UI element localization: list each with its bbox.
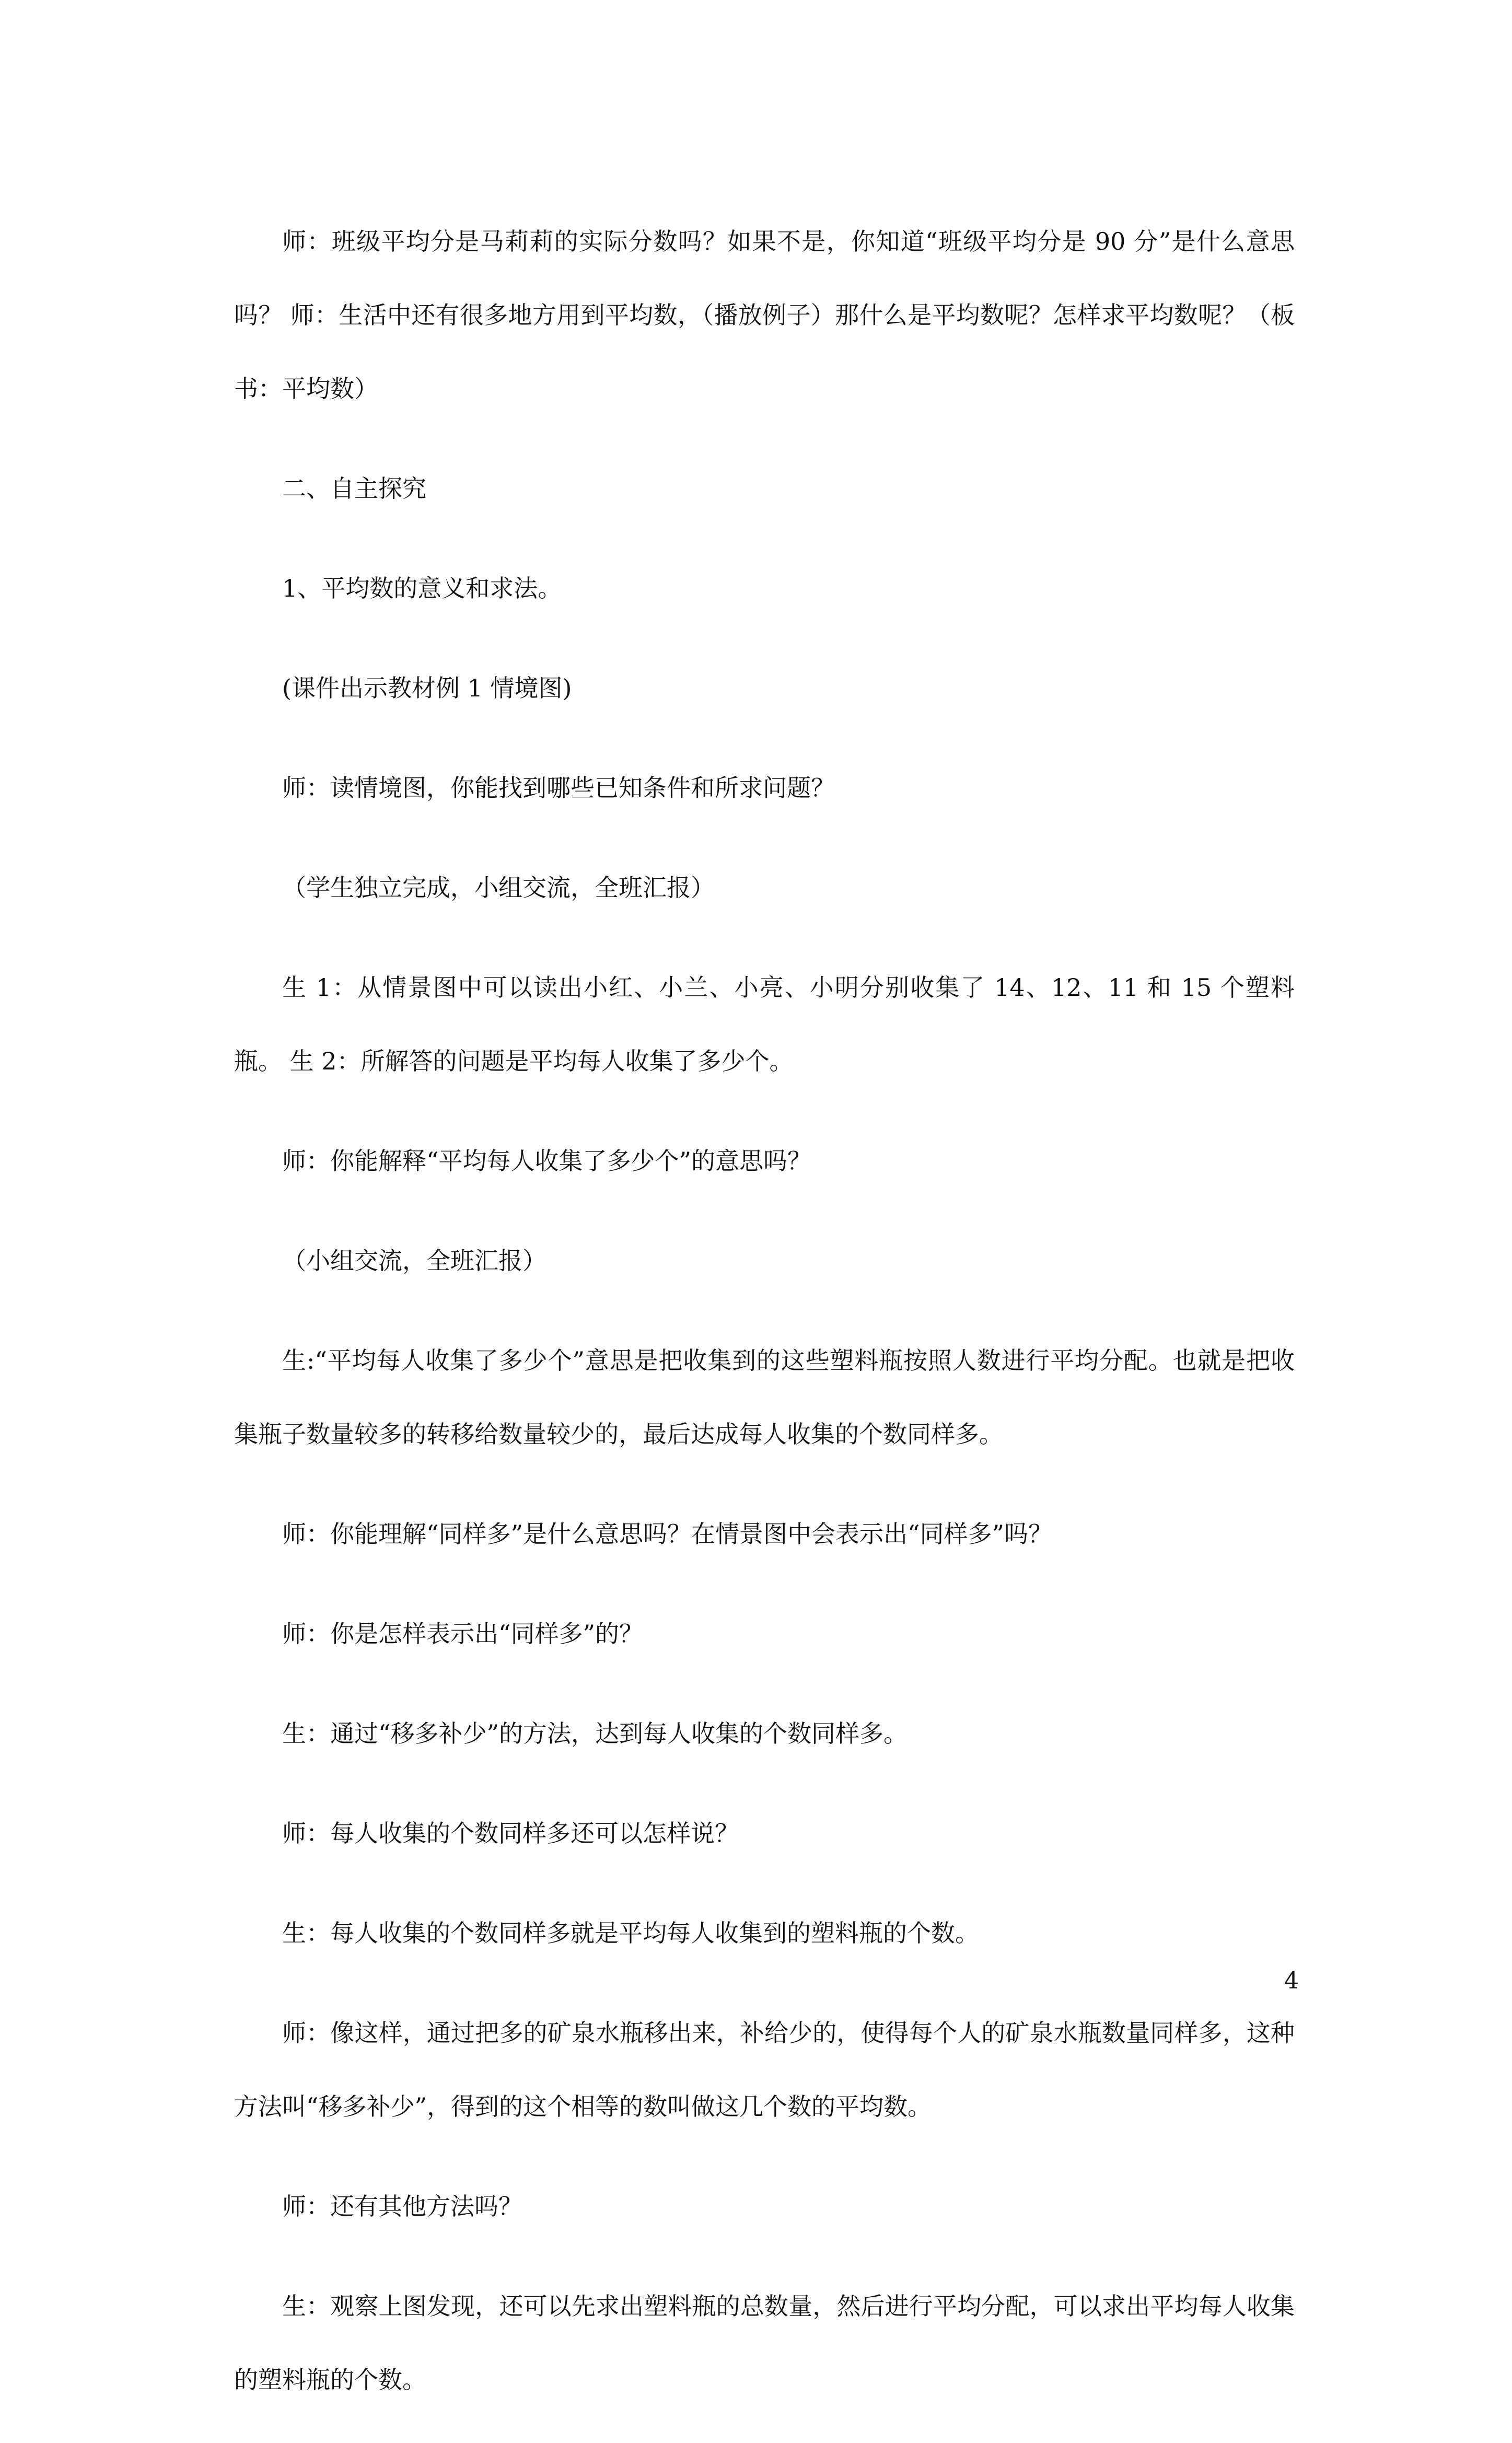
paragraph: 师：你能理解“同样多”是什么意思吗？在情景图中会表示出“同样多”吗？ (282, 1520, 1053, 1548)
subsection-heading: 1、平均数的意义和求法。 (282, 574, 562, 602)
paragraph: 生：观察上图发现，还可以先求出塑料瓶的总数量，然后进行平均分配，可以求出平均每人收集的塑料瓶的个数。 (234, 2292, 1295, 2394)
paragraph: 生：每人收集的个数同样多就是平均每人收集到的塑料瓶的个数。 (282, 1919, 979, 1947)
paragraph: （学生独立完成，小组交流，全班汇报） (282, 874, 715, 902)
paragraph: 师：你是怎样表示出“同样多”的？ (282, 1620, 644, 1648)
paragraph: 师：每人收集的个数同样多还可以怎样说？ (282, 1819, 739, 1847)
paragraph: 师：你能解释“平均每人收集了多少个”的意思吗？ (282, 1147, 812, 1175)
paragraph: 生：通过“移多补少”的方法，达到每人收集的个数同样多。 (282, 1719, 908, 1748)
paragraph: (课件出示教材例 1 情境图) (282, 674, 572, 702)
paragraph: 师：还有其他方法吗？ (282, 2192, 522, 2220)
paragraph: 师：读情境图，你能找到哪些已知条件和所求问题？ (282, 774, 835, 802)
paragraph: 生:“平均每人收集了多少个”意思是把收集到的这些塑料瓶按照人数进行平均分配。也就是把收集瓶子数量较多的转移给数量较少的，最后达成每人收集的个数同样多。 (234, 1346, 1295, 1448)
document-body (234, 205, 1295, 2443)
paragraph: （小组交流，全班汇报） (282, 1247, 546, 1275)
section-heading: 二、自主探究 (282, 474, 426, 503)
paragraph: 生 1：从情景图中可以读出小红、小兰、小亮、小明分别收集了 14、12、11 和 15 个塑料瓶。 生 2：所解答的问题是平均每人收集了多少个。 (234, 973, 1295, 1075)
page-number: 4 (1284, 1968, 1299, 1994)
paragraph: 师：班级平均分是马莉莉的实际分数吗？如果不是，你知道“班级平均分是 90 分”是什么意思吗？ 师：生活中还有很多地方用到平均数，（播放例子）那什么是平均数呢？怎样求平均数呢？（板书：平均数） (234, 227, 1295, 403)
paragraph: 师：像这样，通过把多的矿泉水瓶移出来，补给少的，使得每个人的矿泉水瓶数量同样多，这种方法叫“移多补少”，得到的这个相等的数叫做这几个数的平均数。 (234, 2019, 1295, 2121)
